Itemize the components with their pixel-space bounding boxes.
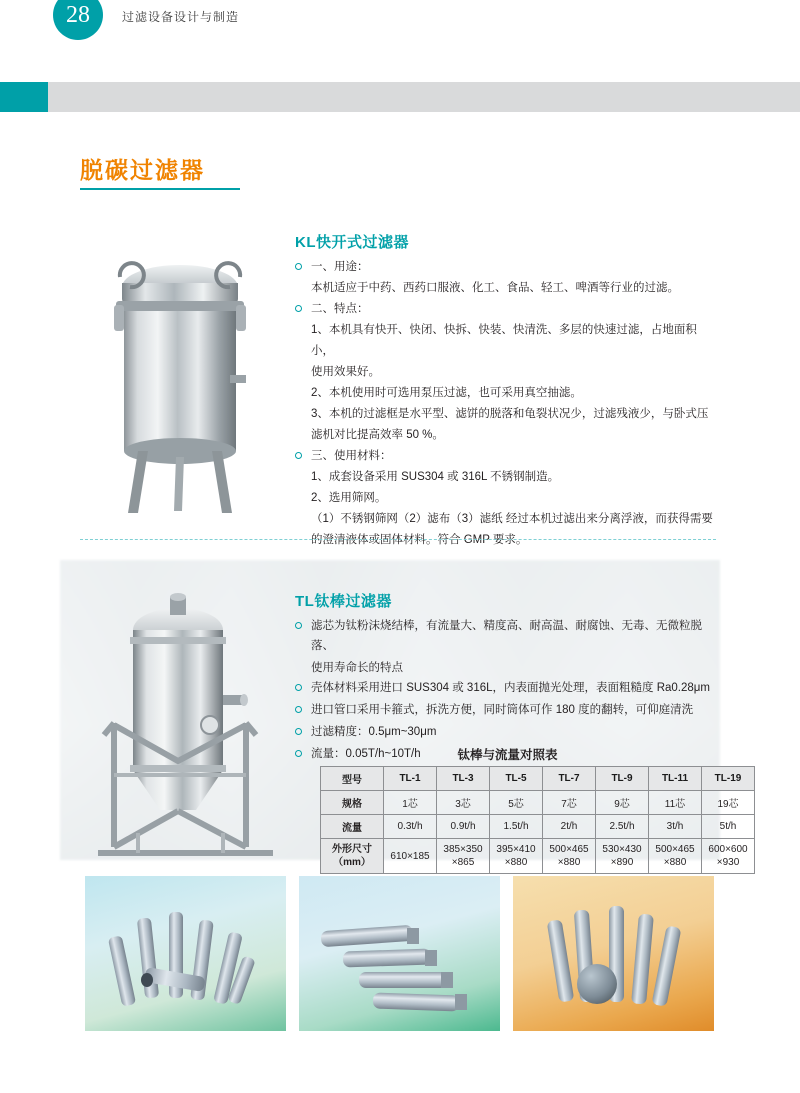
table-header-cell: 型号 — [321, 767, 384, 791]
table-row-label: 外形尺寸 （mm） — [321, 839, 384, 874]
page-title: 脱碳过滤器 — [80, 157, 205, 183]
table-cell: 11芯 — [649, 791, 702, 815]
table-header-row — [321, 767, 755, 791]
table-cell: 2t/h — [543, 815, 596, 839]
table-cell: 7芯 — [543, 791, 596, 815]
list-item: 滤芯为钛粉沫烧结棒，有流量大、精度高、耐高温、耐腐蚀、无毒、无微粒脱落、 — [295, 616, 720, 656]
product-photo-1 — [85, 876, 286, 1031]
list-item: 2、选用筛网。 — [311, 492, 387, 504]
table-header-cell: TL-11 — [649, 767, 702, 791]
list-item: 3、本机的过滤框是水平型、滤饼的脱落和龟裂状况少，过滤残液少，与卧式压 — [311, 408, 709, 420]
section-tl-body — [295, 616, 720, 766]
bullet-icon — [295, 263, 302, 270]
bullet-icon — [295, 728, 302, 735]
table-row-label: 规格 — [321, 791, 384, 815]
table-row-label: 流量 — [321, 815, 384, 839]
table-cell: 530×430 ×890 — [596, 839, 649, 874]
list-item: 滤机对比提高效率 50 %。 — [311, 429, 444, 441]
list-item: （1）不锈钢筛网（2）滤布（3）滤纸 经过本机过滤出来分离浮液，而获得需要 — [311, 513, 713, 525]
bullet-icon — [295, 622, 302, 629]
table-row — [321, 791, 755, 815]
product-photo-2 — [299, 876, 500, 1031]
header-title: 过滤设备设计与制造 — [122, 10, 240, 24]
table-header-cell: TL-1 — [384, 767, 437, 791]
table-cell: 0.9t/h — [437, 815, 490, 839]
list-item: 1、成套设备采用 SUS304 或 316L 不锈钢制造。 — [311, 471, 560, 483]
table-cell: 395×410 ×880 — [490, 839, 543, 874]
table-cell: 500×465 ×880 — [649, 839, 702, 874]
list-item: 一、用途： — [295, 257, 715, 278]
product-photo-3 — [513, 876, 714, 1031]
table-cell: 5t/h — [702, 815, 755, 839]
table-cell: 5芯 — [490, 791, 543, 815]
list-item: 2、本机使用时可选用泵压过滤，也可采用真空抽滤。 — [311, 387, 582, 399]
table-cell: 3芯 — [437, 791, 490, 815]
list-item: 进口管口采用卡箍式，拆洗方便，同时筒体可作 180 度的翻转，可仰庭清洗 — [295, 700, 720, 720]
table-cell: 0.3t/h — [384, 815, 437, 839]
list-item: 壳体材料采用进口 SUS304 或 316L，内表面抛光处理，表面粗糙度 Ra0.28μm — [295, 678, 720, 698]
section-kl-title: KL快开式过滤器 — [295, 234, 409, 251]
bullet-icon — [295, 684, 302, 691]
table-cell: 610×185 — [384, 839, 437, 874]
kl-filter-image — [90, 225, 270, 515]
header-accent-block — [0, 82, 48, 112]
table-header-cell: TL-19 — [702, 767, 755, 791]
table-header-cell: TL-9 — [596, 767, 649, 791]
table-cell: 600×600 ×930 — [702, 839, 755, 874]
section-tl-title: TL钛棒过滤器 — [295, 593, 392, 610]
spec-table — [320, 766, 755, 874]
table-header-cell: TL-5 — [490, 767, 543, 791]
table-header-cell: TL-7 — [543, 767, 596, 791]
table-cell: 500×465 ×880 — [543, 839, 596, 874]
page-number-badge: 28 — [53, 0, 103, 40]
list-item: 的澄清液体或固体材料。符合 GMP 要求。 — [311, 534, 528, 546]
table-cell: 1.5t/h — [490, 815, 543, 839]
title-underline — [80, 188, 240, 190]
bullet-icon — [295, 706, 302, 713]
list-item: 二、特点： — [295, 299, 715, 320]
table-cell: 19芯 — [702, 791, 755, 815]
table-caption: 钛棒与流量对照表 — [457, 748, 558, 762]
list-item: 流量：0.05T/h~10T/h — [295, 744, 720, 764]
bullet-icon — [295, 452, 302, 459]
list-item: 三、使用材料： — [295, 446, 715, 467]
table-row — [321, 839, 755, 874]
table-cell: 3t/h — [649, 815, 702, 839]
list-item: 使用效果好。 — [311, 366, 380, 378]
list-item: 1、本机具有快开、快闭、快拆、快装、快清洗、多层的快速过滤，占地面积小， — [311, 324, 697, 357]
table-row — [321, 815, 755, 839]
section-divider — [80, 539, 716, 540]
table-header-cell: TL-3 — [437, 767, 490, 791]
table-cell: 9芯 — [596, 791, 649, 815]
table-cell: 385×350 ×865 — [437, 839, 490, 874]
section-kl-body — [295, 257, 715, 551]
list-item: 过滤精度：0.5μm~30μm — [295, 722, 720, 742]
table-cell: 1芯 — [384, 791, 437, 815]
bullet-icon — [295, 305, 302, 312]
product-photo-strip — [85, 876, 715, 1031]
list-item: 使用寿命长的特点 — [311, 662, 403, 674]
tl-filter-image — [78, 575, 293, 865]
list-item: 本机适应于中药、西药口服液、化工、食品、轻工、啤酒等行业的过滤。 — [311, 282, 679, 294]
table-cell: 2.5t/h — [596, 815, 649, 839]
page-header — [0, 82, 800, 112]
